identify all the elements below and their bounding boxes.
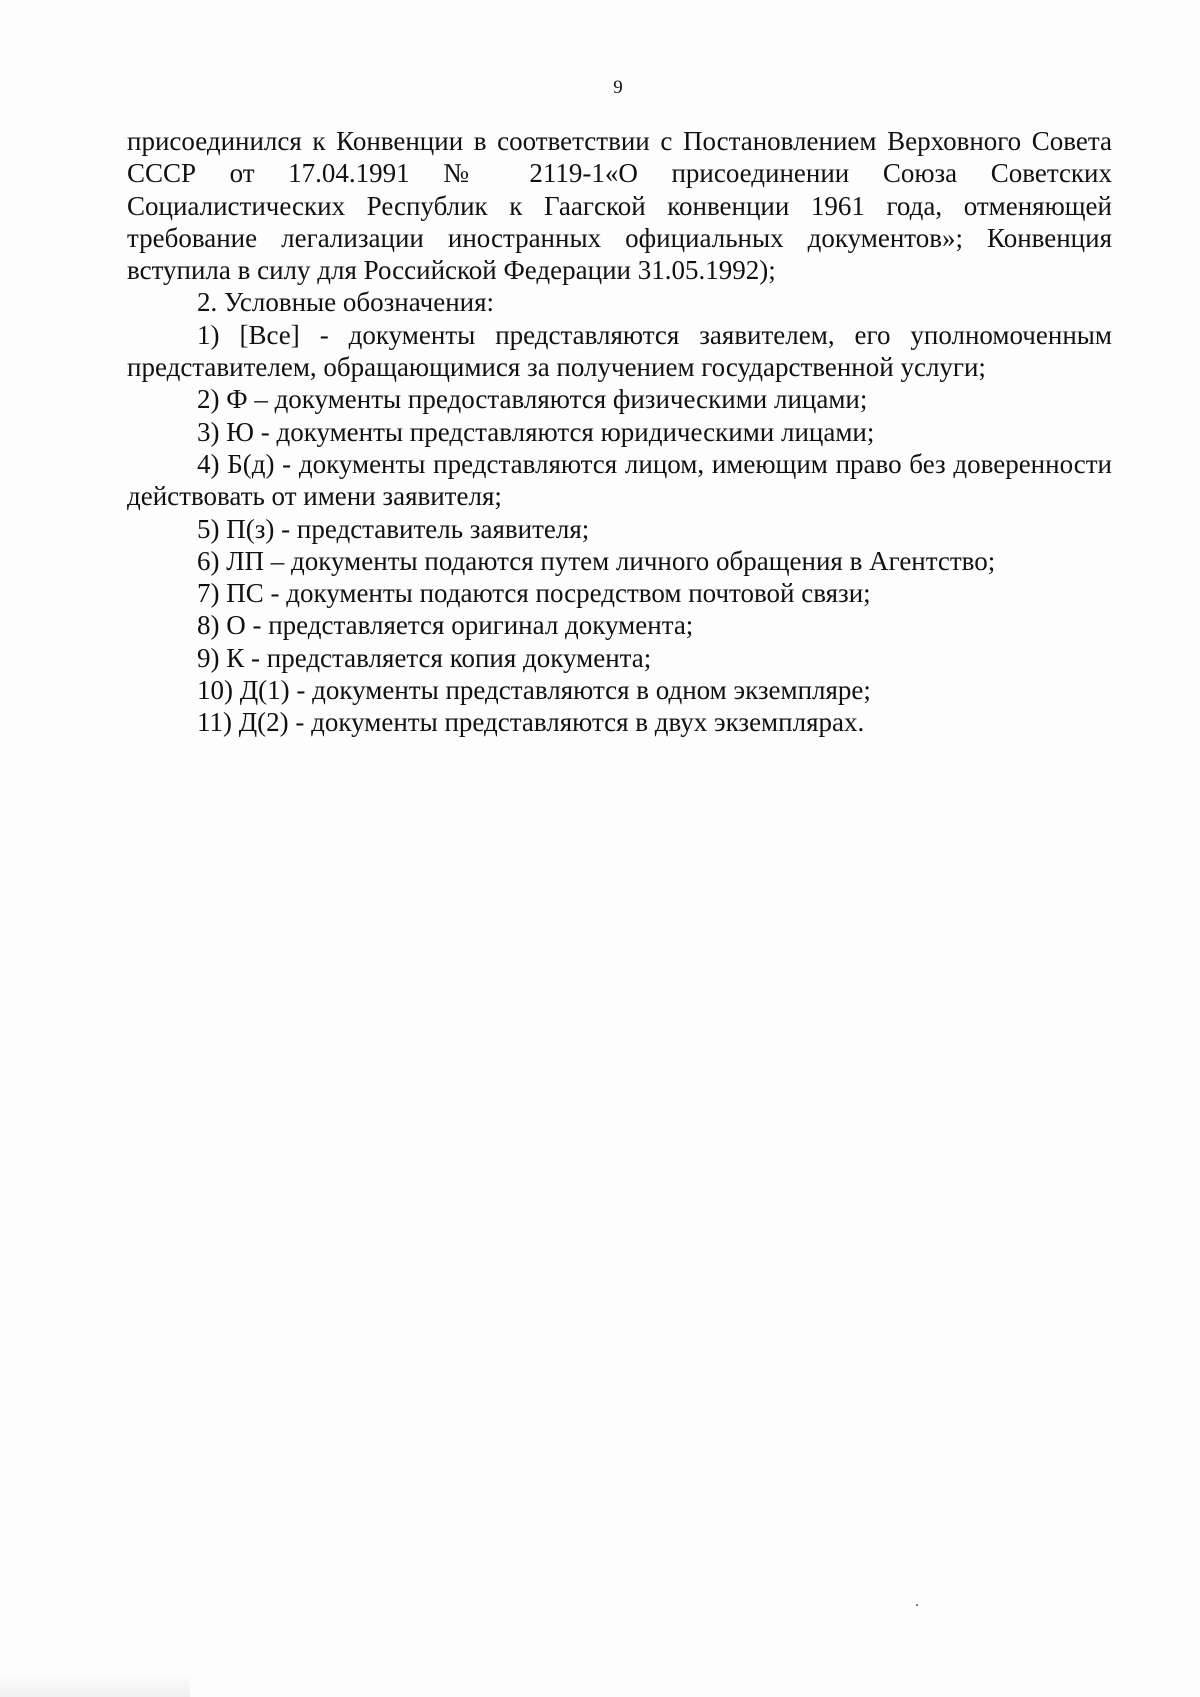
legend-item-copy: 9) К - представляется копия документа; [197,642,652,673]
scan-edge-shadow [0,1675,190,1697]
legend-item-one-copy: 10) Д(1) - документы представляются в одном экземпляре; [197,675,871,706]
legend-item-original: 8) О - представляется оригинал документа; [197,610,694,641]
legend-item-legal-entities: 3) Ю - документы представляются юридическими лицами; [197,416,875,447]
legend-item-applicant-representative: 5) П(з) - представитель заявителя; [197,513,590,544]
document-body [127,125,1112,739]
paragraph-legend-heading: 2. Условные обозначения: [197,287,495,318]
legend-item-authorized-person: 4) Б(д) - документы представляются лицом, имеющим право без доверенности действовать от имени заявителя; [127,448,1112,512]
legend-item-personal-visit: 6) ЛП – документы подаются путем личного обращения в Агентство; [197,545,996,576]
page-number: 9 [613,77,623,98]
scan-speck [916,1604,918,1606]
legend-item-individuals: 2) Ф – документы предоставляются физическими лицами; [197,384,868,415]
legend-item-all: 1) [Все] - документы представляются заявителем, его уполномоченным представителем, обращающимися за получением государственной услуги; [127,319,1112,383]
legend-item-two-copies: 11) Д(2) - документы представляются в двух экземплярах. [197,707,865,738]
legend-item-postal: 7) ПС - документы подаются посредством почтовой связи; [197,578,871,609]
paragraph-convention-accession: присоединился к Конвенции в соответствии с Постановлением Верховного Совета СССР от 17.04.1991 № 2119-1«О присоединении Союза Советских Социалистических Республик к Гаагской конвенции 1961 года, отменяющей требование легализации иностранных официальных документов»; Конвенция вступила в силу для Российской Федерации 31.05.1992); [127,126,1112,286]
